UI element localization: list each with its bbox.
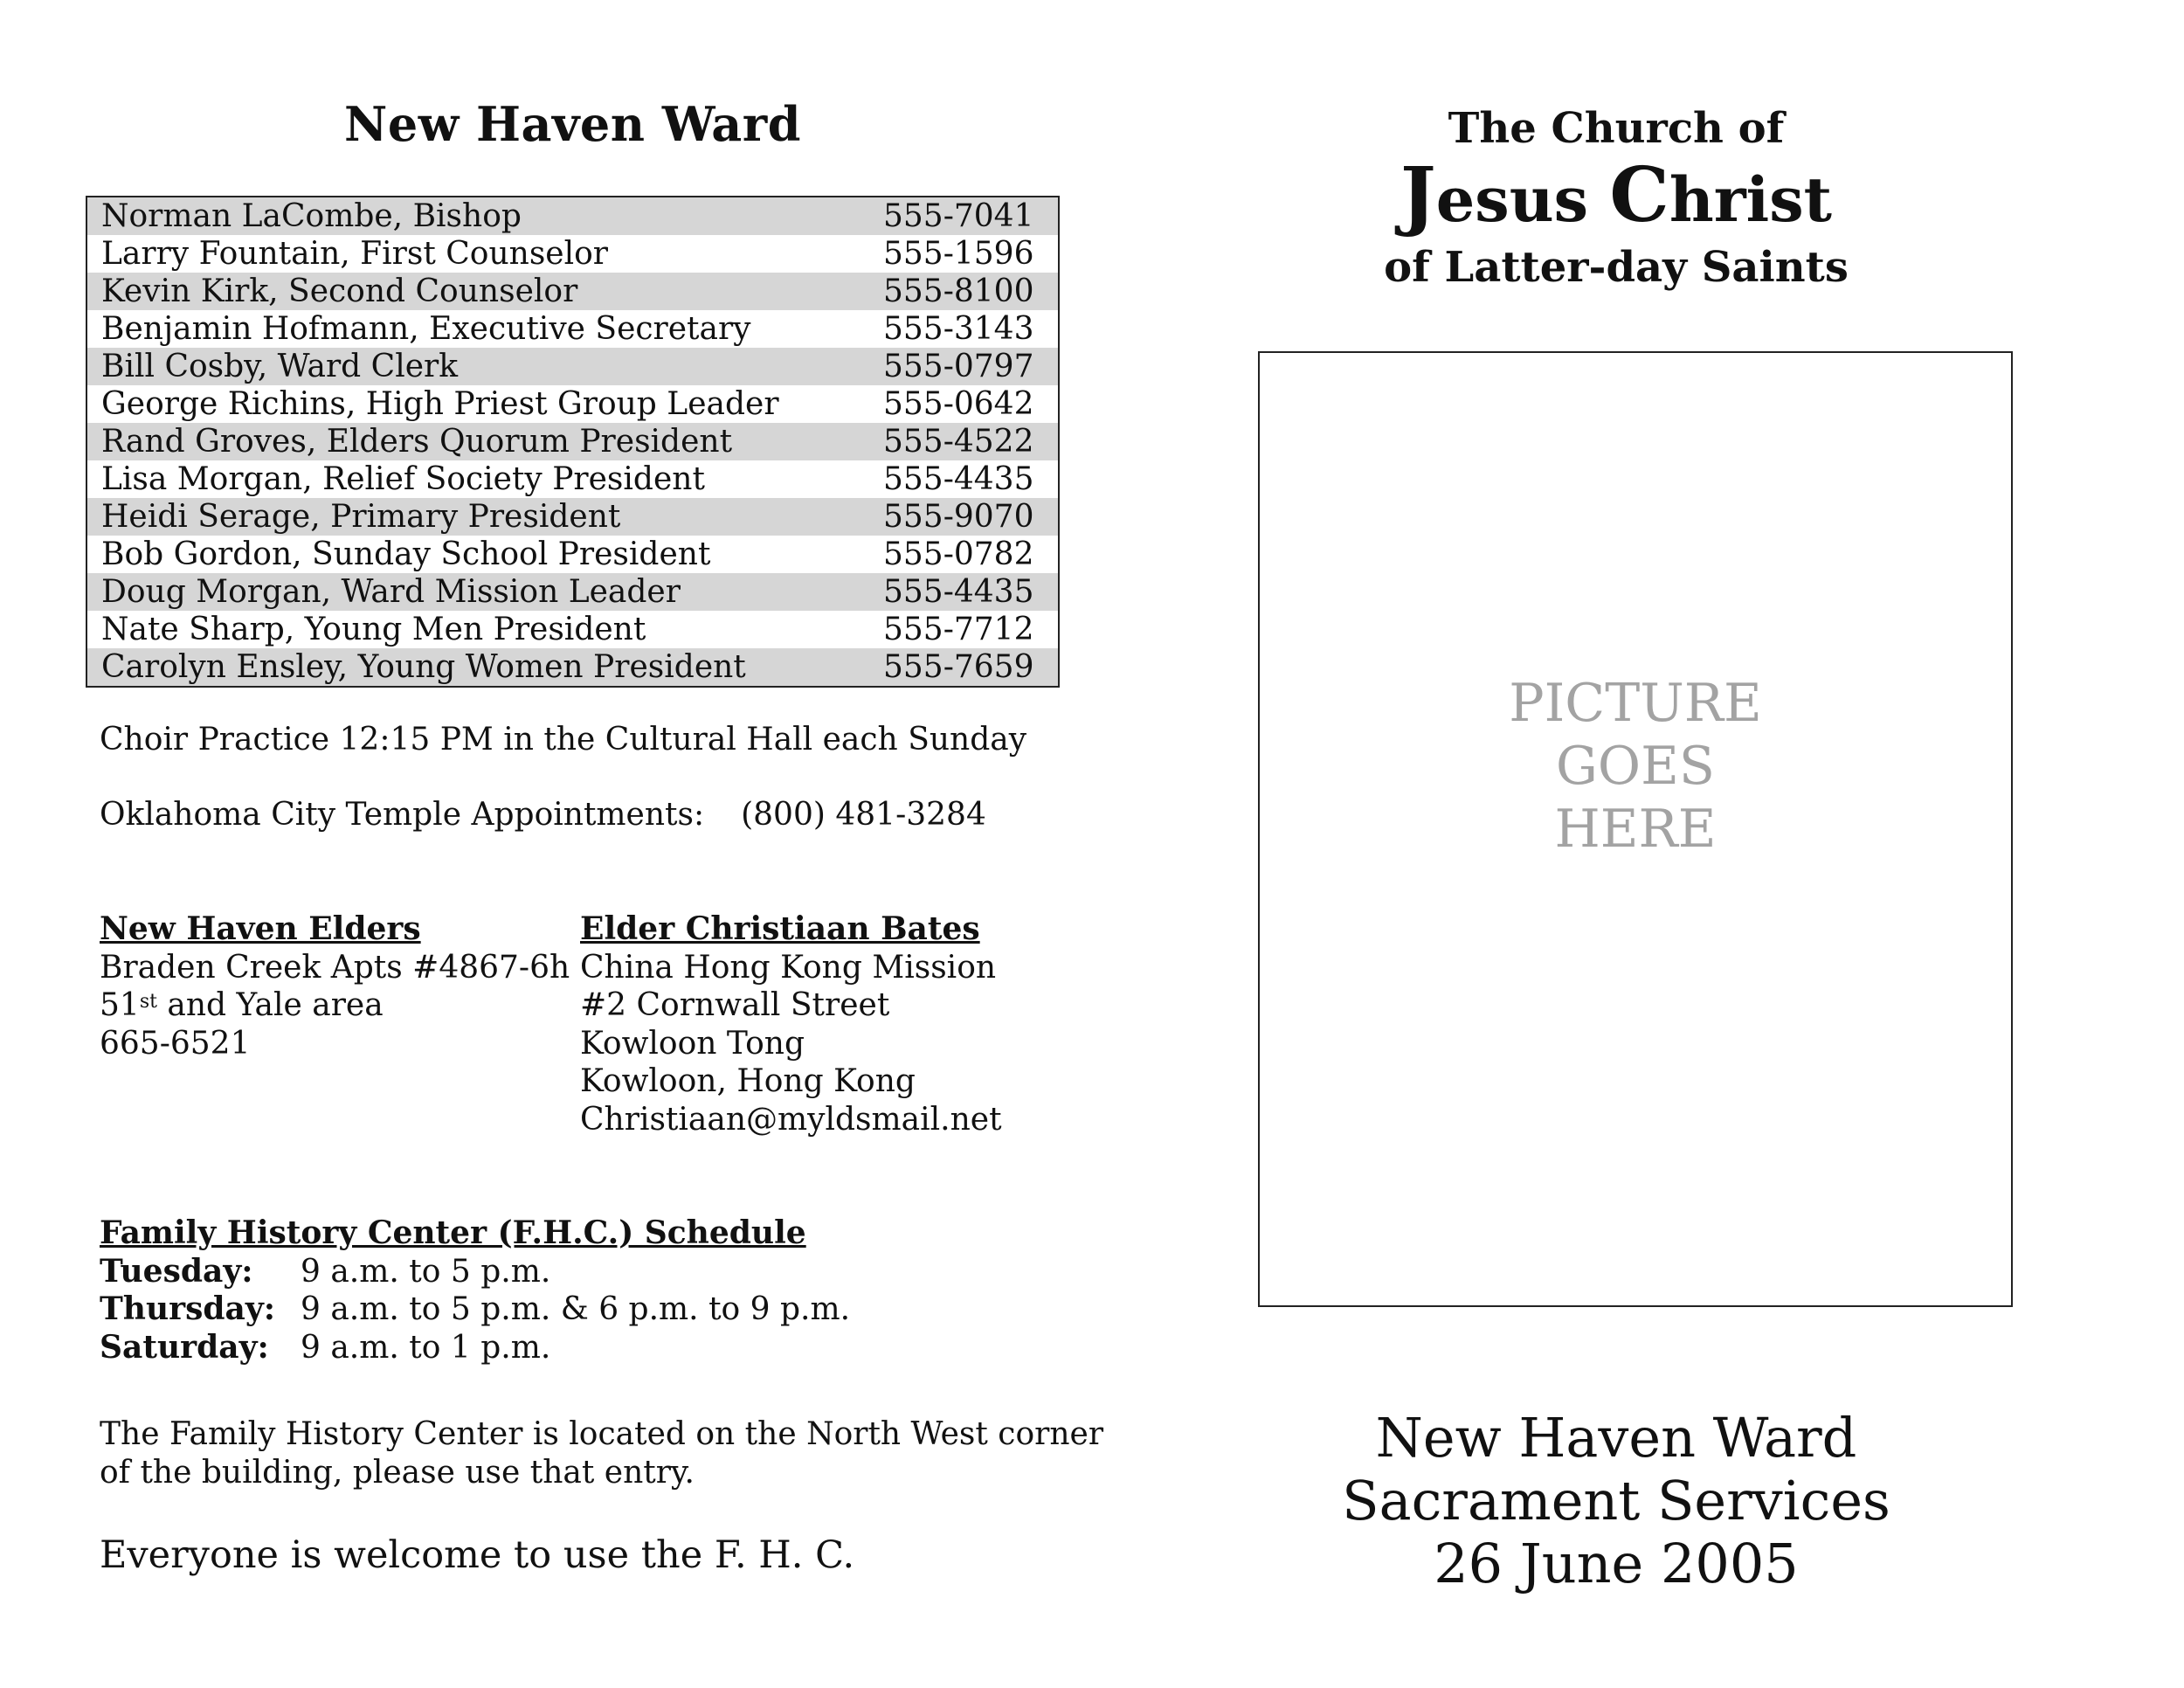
picture-placeholder-box [1258,351,2013,1307]
leader-phone: 555-4522 [883,423,1059,460]
leader-phone: 555-9070 [883,498,1059,536]
elders-address: Braden Creek Apts #4867-6h [100,949,570,986]
leader-phone: 555-4435 [883,573,1059,611]
temple-label: Oklahoma City Temple Appointments: [100,797,705,833]
missionary-line: Kowloon Tong [580,1025,805,1062]
elders-block [100,910,570,1062]
missionary-heading: Elder Christiaan Bates [580,910,980,947]
leadership-table [86,196,1060,688]
leader-phone: 555-0642 [883,386,1034,422]
program-date: 26 June 2005 [1434,1532,1799,1595]
fhc-location-note: The Family History Center is located on the North West corner of the building, please use that entry. [100,1416,1104,1491]
leader-name: Bill Cosby, Ward Clerk [86,348,883,385]
leader-name: Bob Gordon, Sunday School President [101,536,711,572]
leader-name: Benjamin Hofmann, Executive Secretary [101,311,751,347]
fhc-row: Tuesday: 9 a.m. to 5 p.m. [100,1252,551,1290]
missionary-line: China Hong Kong Mission [580,949,997,986]
leader-name: Rand Groves, Elders Quorum President [86,423,883,460]
leader-name: Larry Fountain, First Counselor [101,236,608,272]
leader-name: Lisa Morgan, Relief Society President [101,461,705,497]
elders-heading: New Haven Elders [100,910,421,947]
leader-row [86,498,1059,536]
leader-row [86,423,1059,460]
leader-row [86,536,1059,573]
program-ward: New Haven Ward [1375,1406,1857,1470]
leader-phone: 555-4435 [883,461,1034,497]
leader-name: Norman LaCombe, Bishop [86,197,883,235]
missionary-line: #2 Cornwall Street [580,987,890,1023]
program-title [1293,1407,1939,1595]
leader-name: Heidi Serage, Primary President [86,498,883,536]
missionary-block [580,910,1002,1138]
picture-placeholder-text: PICTURE GOES HERE [1509,673,1762,860]
church-line-3: of Latter-day Saints [1384,243,1849,292]
leader-name: Kevin Kirk, Second Counselor [86,273,883,310]
missionary-email: Christiaan@myldsmail.net [580,1101,1002,1138]
fhc-row: Saturday: 9 a.m. to 1 p.m. [100,1328,551,1366]
leader-row [86,348,1059,385]
missionary-line: Kowloon, Hong Kong [580,1063,916,1099]
ward-title: New Haven Ward [344,96,801,152]
leader-name: Nate Sharp, Young Men President [101,612,646,647]
leader-row [86,385,1059,423]
elders-area: 51st and Yale area [100,987,384,1023]
leader-phone: 555-1596 [883,236,1034,272]
leader-phone: 555-7659 [883,648,1059,687]
leader-row [86,460,1059,498]
leader-name: Doug Morgan, Ward Mission Leader [86,573,883,611]
fhc-row: Thursday: 9 a.m. to 5 p.m. & 6 p.m. to 9 p.m. [100,1290,851,1327]
church-name [1328,100,1904,295]
fhc-schedule [100,1214,850,1366]
temple-phone: (800) 481-3284 [741,797,986,833]
fhc-welcome: Everyone is welcome to use the F. H. C. [100,1533,855,1577]
leader-row [86,235,1059,273]
leader-name: George Richins, High Priest Group Leader [101,386,779,422]
leader-phone: 555-0797 [883,348,1059,385]
choir-practice: Choir Practice 12:15 PM in the Cultural Hall each Sunday [100,722,1027,758]
leader-phone: 555-7041 [883,197,1059,235]
leader-phone: 555-8100 [883,273,1059,310]
leader-row [86,573,1059,611]
leader-row [86,310,1059,348]
temple-appointments [100,797,986,833]
leader-phone: 555-7712 [883,612,1034,647]
church-line-2: Jesus Christ [1400,151,1832,239]
program-service: Sacrament Services [1342,1469,1890,1532]
leader-row [86,648,1059,687]
leader-row [86,611,1059,648]
leader-row [86,197,1059,235]
elders-phone: 665-6521 [100,1025,251,1062]
leader-phone: 555-3143 [883,311,1034,347]
leader-phone: 555-0782 [883,536,1034,572]
leader-name: Carolyn Ensley, Young Women President [86,648,883,687]
leader-row [86,273,1059,310]
fhc-heading: Family History Center (F.H.C.) Schedule [100,1214,806,1251]
church-line-1: The Church of [1448,104,1785,153]
